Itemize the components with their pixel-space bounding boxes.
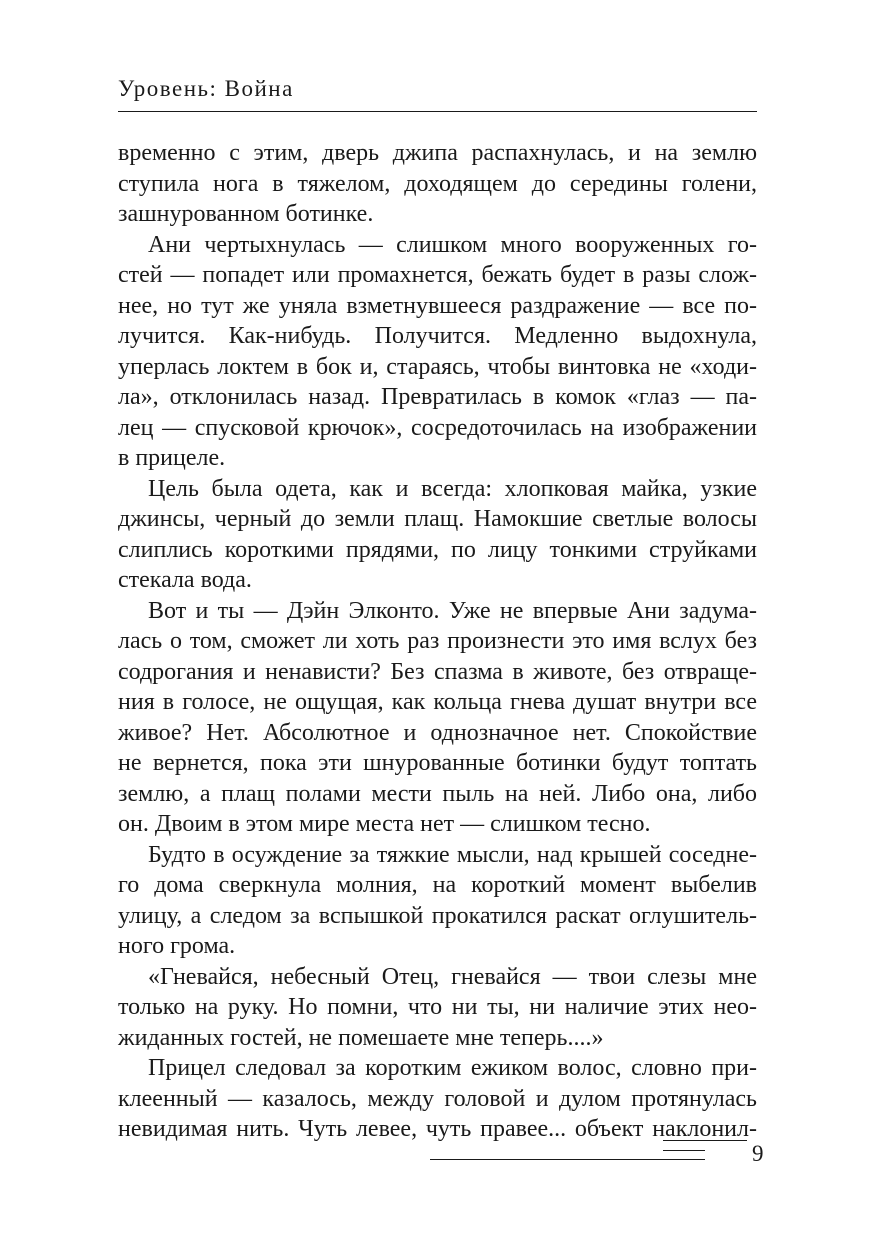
paragraph bbox=[118, 962, 757, 1054]
text-line: зашнурованном ботинке. bbox=[118, 201, 374, 227]
text-line: Вот и ты — Дэйн Элконто. Уже не впервые Ани задума- bbox=[148, 597, 757, 624]
paragraph bbox=[118, 1053, 757, 1145]
footer-rule-middle bbox=[663, 1150, 705, 1151]
text-line: лась о том, сможет ли хоть раз произнести это имя вслух без bbox=[118, 628, 757, 654]
text-line: ного грома. bbox=[118, 933, 236, 959]
page-number: 9 bbox=[752, 1141, 764, 1166]
text-line: стекала вода. bbox=[118, 567, 252, 593]
text-line: Ани чертыхнулась — слишком много вооруженных го- bbox=[148, 231, 757, 258]
paragraph bbox=[118, 474, 757, 596]
text-line: ступила нога в тяжелом, доходящем до середины голени, bbox=[118, 170, 757, 197]
text-line: джинсы, черный до земли плащ. Намокшие светлые волосы bbox=[118, 506, 757, 532]
text-line: живое? Нет. Абсолютное и однозначное нет. Спокойствие bbox=[118, 719, 757, 746]
text-line: Цель была одета, как и всегда: хлопковая майка, узкие bbox=[148, 475, 757, 502]
paragraph bbox=[118, 840, 757, 962]
text-line: уперлась локтем в бок и, стараясь, чтобы винтовка не «ходи- bbox=[118, 353, 757, 380]
text-line: только на руку. Но помни, что ни ты, ни наличие этих нео- bbox=[118, 994, 757, 1020]
footer-rule-top bbox=[663, 1140, 747, 1141]
text-line: невидимая нить. Чуть левее, чуть правее... объект наклонил- bbox=[118, 1116, 757, 1142]
text-line: землю, а плащ полами мести пыль на ней. Либо она, либо bbox=[118, 780, 757, 807]
text-line: в прицеле. bbox=[118, 445, 226, 471]
paragraph bbox=[118, 138, 757, 230]
text-line: временно с этим, дверь джипа распахнулась, и на землю bbox=[118, 140, 757, 166]
text-line: клеенный — казалось, между головой и дулом протянулась bbox=[118, 1085, 757, 1112]
footer-rule-long bbox=[430, 1159, 705, 1160]
text-line: лец — спусковой крючок», сосредоточилась на изображении bbox=[118, 414, 757, 441]
running-head: Уровень: Война bbox=[118, 76, 294, 101]
text-line: Прицел следовал за коротким ежиком волос, словно при- bbox=[148, 1055, 757, 1081]
text-line: го дома сверкнула молния, на короткий момент выбелив bbox=[118, 872, 757, 898]
text-line: он. Двоим в этом мире места нет — слишком тесно. bbox=[118, 811, 651, 837]
text-line: содрогания и ненависти? Без спазма в животе, без отвраще- bbox=[118, 658, 757, 685]
header-rule bbox=[118, 111, 757, 112]
text-line: «Гневайся, небесный Отец, гневайся — твои слезы мне bbox=[148, 963, 757, 990]
text-line: стей — попадет или промахнется, бежать будет в разы слож- bbox=[118, 262, 757, 288]
text-line: ния в голосе, не ощущая, как кольца гнева душат внутри все bbox=[118, 689, 757, 715]
text-line: не вернется, пока эти шнурованные ботинки будут топтать bbox=[118, 750, 757, 776]
paragraph bbox=[118, 230, 757, 474]
paragraph bbox=[118, 596, 757, 840]
text-line: лучится. Как-нибудь. Получится. Медленно выдохнула, bbox=[118, 323, 757, 349]
body-text bbox=[118, 138, 757, 1145]
text-line: ла», отклонилась назад. Превратилась в комок «глаз — па- bbox=[118, 384, 757, 410]
text-line: Будто в осуждение за тяжкие мысли, над крышей соседне- bbox=[148, 841, 757, 868]
text-line: улицу, а следом за вспышкой прокатился раскат оглушитель- bbox=[118, 902, 757, 929]
text-line: нее, но тут же уняла взметнувшееся раздражение — все по- bbox=[118, 292, 757, 319]
text-line: жиданных гостей, не помешаете мне теперь....» bbox=[118, 1024, 604, 1051]
text-line: слиплись короткими прядями, по лицу тонкими струйками bbox=[118, 536, 757, 563]
